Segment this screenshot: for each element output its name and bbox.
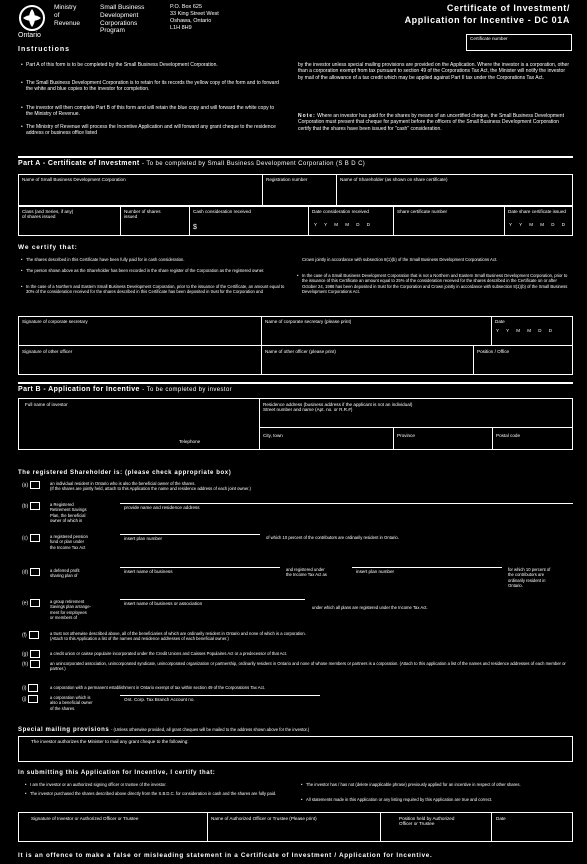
certificate-date-label: Date: [495, 319, 505, 324]
option-e-checkbox[interactable]: [30, 599, 40, 607]
authorized-officer-name-field[interactable]: [207, 812, 381, 842]
position-office-label: Position / Office: [477, 349, 510, 354]
option-b-letter: (b): [22, 503, 29, 510]
ontario-label: Ontario: [18, 32, 41, 39]
option-h-letter: (h): [22, 661, 29, 668]
submit-left-2: • The investor purchased the shares described above directly from the S.B.D.C. for consideration in cash and the shares are fully paid.: [30, 791, 280, 796]
option-i-row: [22, 684, 38, 692]
submit-right-2: • All statements made in this Application or any listing required by this Application are true and correct.: [306, 797, 570, 802]
sbdc-name-field[interactable]: [18, 174, 263, 206]
part-b-subheading: - To be completed by investor: [142, 387, 233, 393]
officer-position-field[interactable]: [380, 812, 492, 842]
part-b-heading: Part B - Application for Incentive: [18, 386, 140, 393]
option-g-checkbox[interactable]: [30, 650, 40, 658]
secretary-name-label: Name of corporate secretary (please print): [265, 319, 352, 324]
registered-shareholder-heading: The registered Shareholder is: (please check appropriate box): [18, 470, 232, 476]
option-g-letter: (g): [22, 651, 29, 658]
form-title: Certificate of Investment/ Application for Incentive - DC 01A: [404, 3, 570, 26]
certificate-date-field[interactable]: [491, 316, 573, 346]
option-a-checkbox[interactable]: [30, 481, 40, 489]
submit-left-1: • I am the investor or an authorized signing officer or trustee of the investor.: [30, 782, 280, 787]
date-consideration-field[interactable]: [308, 206, 394, 236]
option-b-text: a Registered Retirement Savings Plan, the beneficial owner of which is: [50, 502, 87, 523]
part-b-rule: [18, 382, 573, 384]
option-h-row: [22, 660, 40, 668]
date-certificate-issued-field[interactable]: [504, 206, 573, 236]
option-e-letter: (e): [22, 600, 29, 607]
option-h-text: an unincorporated association, unincorporated syndicate, unincorporated organization or partnership, ordinarily resident in Ontario and none of whose members or partners is a corporation. (Attach to this application a list of the names and residence addresses of each member or partner.): [50, 661, 566, 672]
option-g-row: [22, 650, 40, 658]
certificate-number-label: Certificate number: [470, 36, 508, 41]
officer-signature-field[interactable]: [18, 345, 262, 375]
share-certificate-number-label: Share certificate number: [397, 209, 448, 214]
date-certificate-ymd: Y Y M M D D: [509, 222, 569, 227]
cash-consideration-field[interactable]: [189, 206, 309, 236]
option-e-text: a group retirement Savings plan arrange- ment for employees or members of: [50, 599, 91, 620]
option-d-text: a deferred profit sharing plan of: [50, 568, 80, 579]
secretary-name-field[interactable]: [261, 316, 492, 346]
option-f-text: a trust not otherwise described above, all of the beneficiaries of which are ordinarily resident in Ontario and none of which is a corporation. (Attach to this Application a list of the names and residence addresses of each beneficial owner.): [50, 631, 306, 642]
authorized-officer-name-label: Name of Authorized Officer or Trustee (Please print): [211, 816, 317, 821]
option-c-checkbox[interactable]: [30, 534, 40, 542]
postal-code-label: Postal code: [496, 433, 521, 438]
date-consideration-label: Date consideration received: [312, 209, 369, 214]
officer-signature-label: Signature of other officer: [22, 349, 73, 354]
address-label: P.O. Box 625 33 King Street West Oshawa, Ontario L1H 8H9: [170, 4, 219, 31]
city-field[interactable]: [259, 427, 394, 450]
residence-address-label: Residence address (business address if the applicant is not an individual) Street number and name (Apt. no. or R.R.#): [263, 402, 413, 413]
ministry-label: Ministry of Revenue: [54, 4, 81, 27]
sbdc-label: Small Business Development Corporations Program: [100, 4, 145, 35]
instructions-heading: Instructions: [18, 46, 71, 53]
option-j-field-label: Ont. Corp. Tax Branch Account no.: [124, 697, 195, 702]
certify-2: • The person shown above as the Shareholder has been recorded in the share register of the Corporation as the registered owner.: [26, 268, 288, 273]
part-a-rule: [18, 156, 573, 158]
share-certificate-number-field[interactable]: [393, 206, 505, 236]
officer-name-label: Name of other officer (please print): [265, 349, 336, 354]
position-office-field[interactable]: [473, 345, 573, 375]
option-c-note: of which 10 percent of the contributors are ordinarily resident in Ontario.: [266, 535, 399, 540]
option-d-letter: (d): [22, 569, 29, 576]
option-j-letter: (j): [22, 696, 27, 703]
submit-right-1: • The investor has / has not (delete inapplicable phrase) previously applied for an incentive in respect of other shares.: [306, 782, 570, 787]
option-i-text: a corporation with a permanent establishment in Ontario exempt of tax within section 49 of the Corporations Tax Act.: [50, 685, 265, 690]
certify-right-1: Crown jointly in accordance with subsection 8(1)(b) of the Small Business Development Corporations Act.: [302, 257, 498, 262]
number-of-shares-label: Number of shares issued: [124, 209, 161, 220]
option-b-field-label: provide name and residence address: [124, 505, 200, 510]
option-a-row: [22, 481, 40, 489]
option-e-field-label: insert name of business or association: [124, 601, 203, 606]
investor-name-label: Full name of investor: [25, 402, 68, 407]
share-class-field[interactable]: [18, 206, 121, 236]
option-c-field-label: insert plan number: [124, 536, 163, 541]
option-c-field[interactable]: [120, 534, 260, 551]
note-label: Note:: [298, 113, 316, 119]
certify-3: • In the case of a Northern and Eastern Small Business Development Corporation, prior to the issuance of the Certificate, an amount equal to 30% of the consideration received for the shares described in this Certificate has been deposited in trust for the Corporation and: [26, 284, 288, 295]
special-mailing-row: [18, 727, 309, 735]
option-d-plan-label: insert plan number: [356, 569, 395, 574]
option-d-note: for which 10 percent of the contributors are ordinarily resident in Ontario.: [508, 567, 551, 588]
option-a-letter: (a): [22, 482, 29, 489]
special-mailing-sub: - (Unless otherwise provided, all grant cheques will be mailed to the address shown above for the investor.): [110, 727, 310, 732]
special-mailing-text: The investor authorizes the Minister to mail any grant cheque to the following:: [31, 739, 189, 744]
shareholder-name-label: Name of Shareholder (as shown on share certificate): [340, 177, 448, 182]
investor-name-field[interactable]: [18, 398, 260, 450]
option-e-field[interactable]: [120, 599, 305, 624]
option-j-row: [22, 695, 38, 703]
option-c-letter: (c): [22, 535, 28, 542]
option-j-field[interactable]: [120, 695, 320, 712]
certificate-number-box[interactable]: [466, 34, 572, 51]
option-d-checkbox[interactable]: [30, 568, 40, 576]
option-j-checkbox[interactable]: [28, 695, 38, 703]
certify-1: • The shares described in this Certificate have been fully paid for in cash consideration.: [26, 257, 288, 262]
option-i-checkbox[interactable]: [28, 684, 38, 692]
option-d-business-field[interactable]: [120, 567, 280, 586]
investor-signature-label: Signature of Investor or Authorized Officer or Trustee: [31, 816, 139, 821]
option-g-text: a credit union or caisse populaire incorporated under the Credit Unions and Caisses Populaires Act or a predecessor of that Act.: [50, 651, 287, 656]
option-d-mid-text: and registered under the Income Tax Act as: [286, 567, 327, 578]
instruction-4: • The Ministry of Revenue will process the Incentive Application and will forward any grant cheque to the residence address or business office listed: [26, 124, 280, 137]
option-b-row: [22, 502, 40, 510]
secretary-signature-label: Signature of corporate secretary: [22, 319, 88, 324]
share-class-label: Class (and Series, if any) of shares issued: [22, 209, 74, 220]
investor-date-label: Date: [496, 816, 506, 821]
residence-address-field[interactable]: [259, 398, 573, 428]
investor-signature-field[interactable]: [18, 812, 208, 842]
city-label: City, town: [263, 433, 283, 438]
date-certificate-issued-label: Date share certificate issued: [508, 209, 566, 214]
option-b-checkbox[interactable]: [30, 502, 40, 510]
option-d-business-label: insert name of business: [124, 569, 173, 574]
special-mailing-heading: Special mailing provisions: [18, 727, 110, 733]
officer-name-field[interactable]: [261, 345, 474, 375]
note-text: Where an investor has paid for the shares by means of an uncertified cheque, the Small Business Development Corporation must present that cheque for payment before the officers of the Small Business Development Corporation certify that the shares have been issued for "cash" consideration.: [298, 113, 564, 132]
option-i-letter: (i): [22, 685, 27, 692]
instruction-3: • The investor will then complete Part B of this form and will retain the blue copy and will forward the white copy to the Ministry of Revenue.: [26, 105, 280, 118]
registration-number-field[interactable]: [262, 174, 337, 206]
option-c-text: a registered pension fund or plan under the Income Tax Act: [50, 534, 88, 550]
registration-number-label: Registration number: [266, 177, 308, 182]
submitting-heading: In submitting this Application for Incentive, I certify that:: [18, 770, 216, 776]
officer-position-label: Position held by Authorized Officer or Trustee: [399, 816, 455, 827]
secretary-signature-field[interactable]: [18, 316, 262, 346]
we-certify-heading: We certify that:: [18, 244, 78, 251]
instruction-2: • The Small Business Development Corporation is to retain for its records the yellow copy of the form and to forward the white and blue copies to the investor for completion.: [26, 80, 280, 93]
investor-date-field[interactable]: [491, 812, 573, 842]
option-h-checkbox[interactable]: [30, 660, 40, 668]
certify-right-2: • In the case of a Small Business Development Corporation that is not a Northern and Eastern Small Business Development Corporation, prior to the issuance of this Certificate an amount equal to 25% of the consideration received for the shares described in the Certificate on or after October 24, 1986 has been deposited in trust for the Corporation and Crown jointly in accordance with subsection 8(1)(b) of the Small Business Development Corporations Act.: [302, 273, 570, 294]
footer-warning: It is an offence to make a false or misleading statement in a Certificate of Investment / Application for Incentive.: [18, 852, 433, 859]
postal-code-field[interactable]: [492, 427, 573, 450]
number-of-shares-field[interactable]: [120, 206, 190, 236]
ontario-logo-icon: [18, 4, 46, 32]
instructions-note: [298, 113, 570, 132]
date-consideration-ymd: Y Y M M D D: [314, 222, 374, 227]
option-e-note: under which all plans are registered under the Income Tax Act.: [312, 605, 428, 610]
cash-consideration-label: Cash consideration received: [193, 209, 251, 214]
special-mailing-field[interactable]: [18, 736, 573, 762]
option-d-plan-field[interactable]: [352, 567, 502, 586]
option-f-letter: (f): [22, 632, 27, 639]
option-c-row: [22, 534, 40, 542]
shareholder-name-field[interactable]: [336, 174, 573, 206]
option-d-row: [22, 568, 40, 576]
instruction-1: • Part A of this form is to be completed by the Small Business Development Corporation.: [26, 62, 280, 68]
part-b-heading-row: [18, 386, 232, 395]
option-f-checkbox[interactable]: [29, 631, 39, 639]
part-a-heading: Part A - Certificate of Investment: [18, 160, 140, 167]
province-label: Province: [397, 433, 415, 438]
option-j-text: a corporation which is also a beneficial owner of the shares.: [50, 695, 93, 711]
option-a-text: an individual resident in Ontario who is also the beneficial owner of the shares. (If the shares are jointly held, attach to this Application the name and residence address of each joint owner.): [50, 481, 251, 492]
option-e-row: [22, 599, 40, 607]
dollar-sign: $: [193, 224, 197, 231]
part-a-heading-row: [18, 160, 365, 169]
certificate-date-ymd: Y Y M M D D: [496, 328, 556, 333]
option-b-field[interactable]: [120, 503, 573, 528]
sbdc-name-label: Name of Small Business Development Corporation: [22, 177, 126, 182]
province-field[interactable]: [393, 427, 493, 450]
telephone-label: Telephone: [179, 439, 201, 444]
part-a-subheading: - To be completed by Small Business Development Corporation (S B D C): [141, 161, 366, 167]
instructions-right: by the investor unless special mailing provisions are provided on the Application. Where the investor is a corporation, other than a corporation exempt from tax pursuant to section 49 of the Corporations Tax Act, the Minister will notify the investor by mail of the allowance of a tax credit which may be applied against Part II tax under the Corporations Tax Act.: [298, 62, 569, 81]
option-f-row: [22, 631, 39, 639]
